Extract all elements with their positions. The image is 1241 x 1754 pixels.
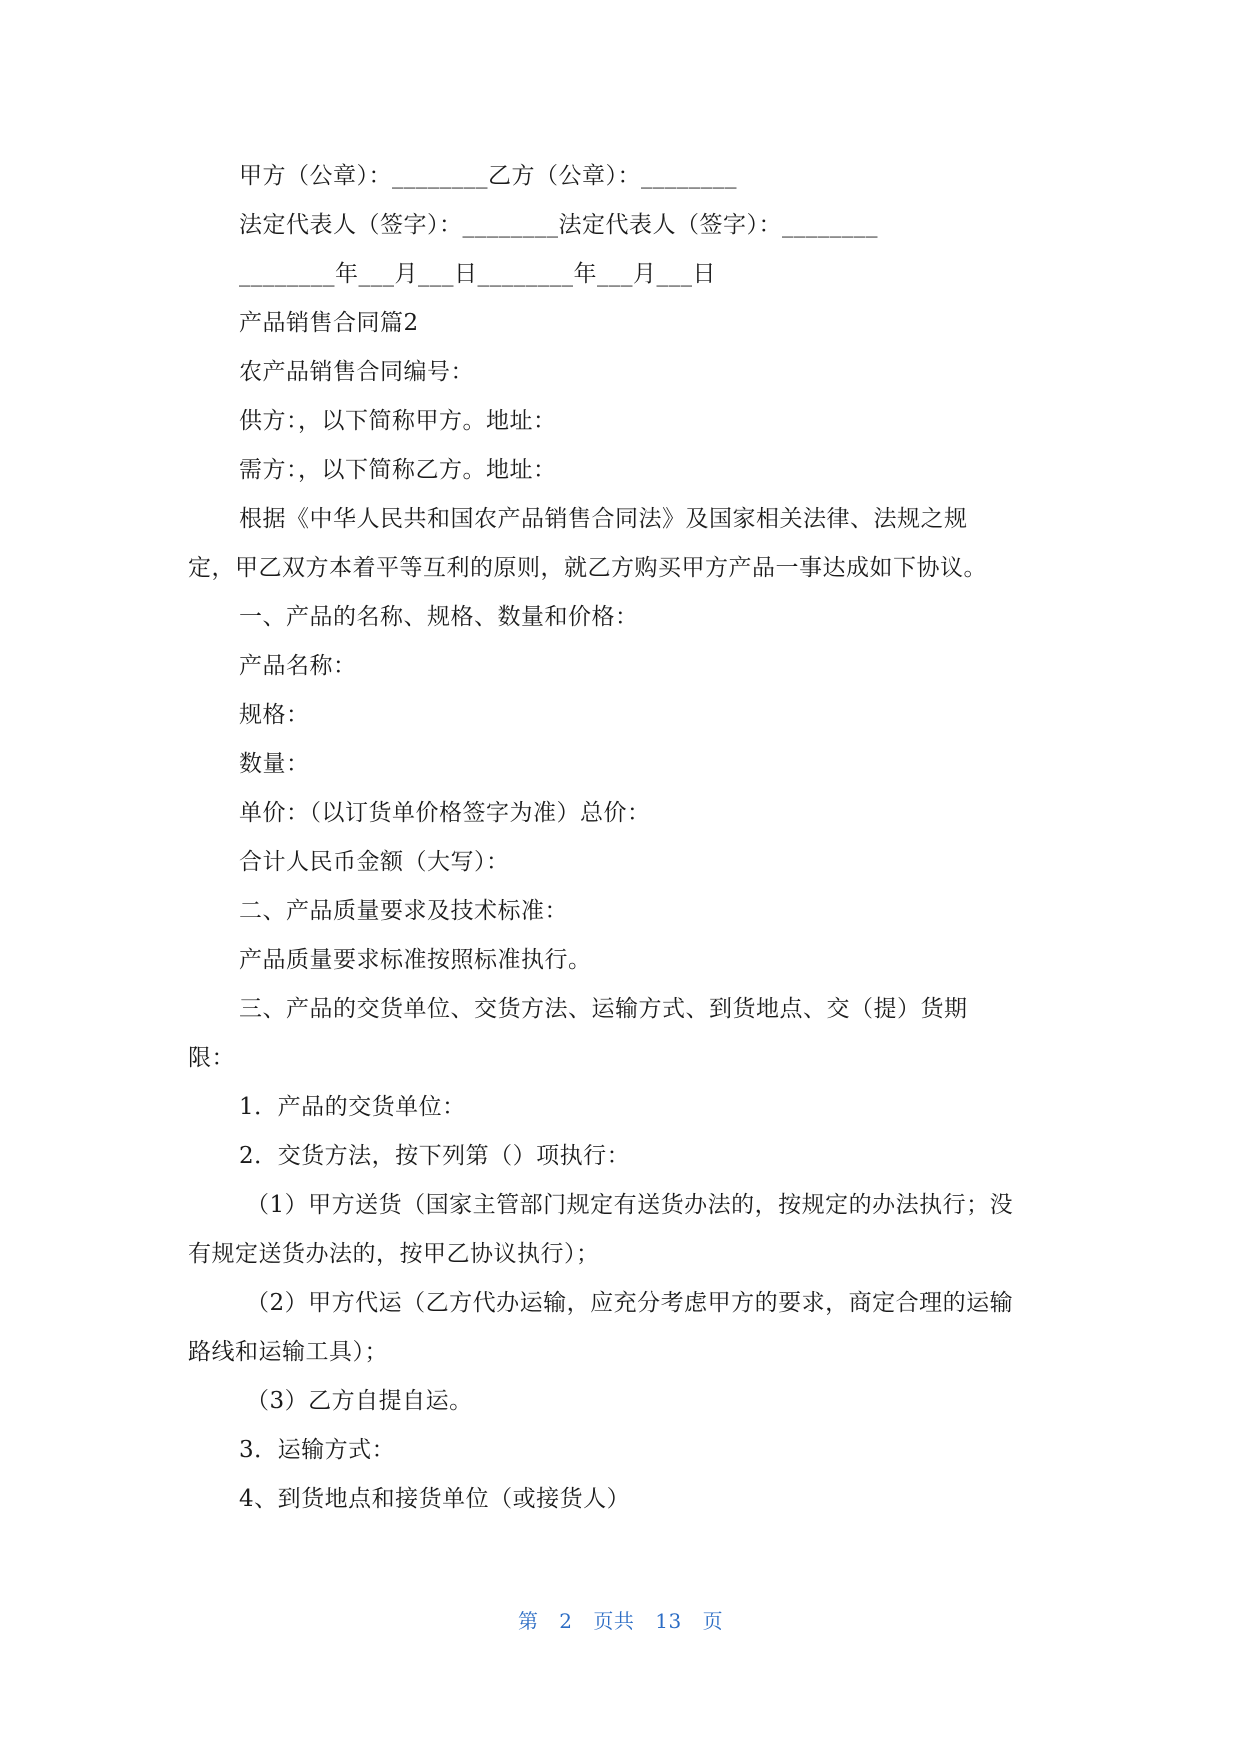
quantity-line: 数量： [239, 751, 310, 777]
footer-suffix: 页 [702, 1609, 724, 1633]
supplier-line: 供方：，以下简称甲方。地址： [239, 408, 557, 434]
clause-1-heading: 一、产品的名称、规格、数量和价格： [239, 604, 639, 630]
footer-total-pages: 13 [655, 1609, 682, 1633]
clause-3-heading-line-1: 三、产品的交货单位、交货方法、运输方式、到货地点、交（提）货期 [239, 996, 968, 1022]
footer-page-number: 2 [559, 1609, 573, 1633]
party-seal-line: 甲方（公章）：________乙方（公章）：________ [239, 163, 737, 189]
option-3-line: （3）乙方自提自运。 [246, 1388, 473, 1414]
footer-middle: 页共 [593, 1609, 635, 1633]
clause-2-heading: 二、产品质量要求及技术标准： [239, 898, 568, 924]
preamble-line-2: 定，甲乙双方本着平等互利的原则，就乙方购买甲方产品一事达成如下协议。 [188, 555, 987, 581]
contract-number-line: 农产品销售合同编号： [239, 359, 474, 385]
item-1-line: 1．产品的交货单位： [239, 1094, 466, 1120]
buyer-line: 需方：，以下简称乙方。地址： [239, 457, 557, 483]
item-3-line: 3．运输方式： [239, 1437, 396, 1463]
option-1-line-1: （1）甲方送货（国家主管部门规定有送货办法的，按规定的办法执行；没 [246, 1192, 1014, 1218]
option-2-line-1: （2）甲方代运（乙方代办运输，应充分考虑甲方的要求，商定合理的运输 [246, 1290, 1014, 1316]
specification-line: 规格： [239, 702, 310, 728]
date-line: ________年___月___日________年___月___日 [239, 261, 716, 287]
document-body [188, 152, 1056, 1524]
option-1-line-2: 有规定送货办法的，按甲乙协议执行）； [188, 1241, 600, 1267]
quality-standard-line: 产品质量要求标准按照标准执行。 [239, 947, 592, 973]
item-2-line: 2．交货方法，按下列第（）项执行： [239, 1143, 631, 1169]
footer-prefix: 第 [517, 1609, 539, 1633]
total-amount-line: 合计人民币金额（大写）： [239, 849, 510, 875]
item-4-line: 4、到货地点和接货单位（或接货人） [239, 1486, 631, 1512]
clause-3-heading-line-2: 限： [188, 1045, 235, 1071]
unit-price-line: 单价：（以订货单价格签字为准）总价： [239, 800, 651, 826]
section-title: 产品销售合同篇2 [239, 310, 419, 336]
product-name-line: 产品名称： [239, 653, 357, 679]
legal-rep-signature-line: 法定代表人（签字）：________法定代表人（签字）：________ [239, 212, 878, 238]
option-2-line-2: 路线和运输工具）； [188, 1339, 388, 1365]
page-footer [0, 1605, 1241, 1634]
preamble-line-1: 根据《中华人民共和国农产品销售合同法》及国家相关法律、法规之规 [239, 506, 968, 532]
